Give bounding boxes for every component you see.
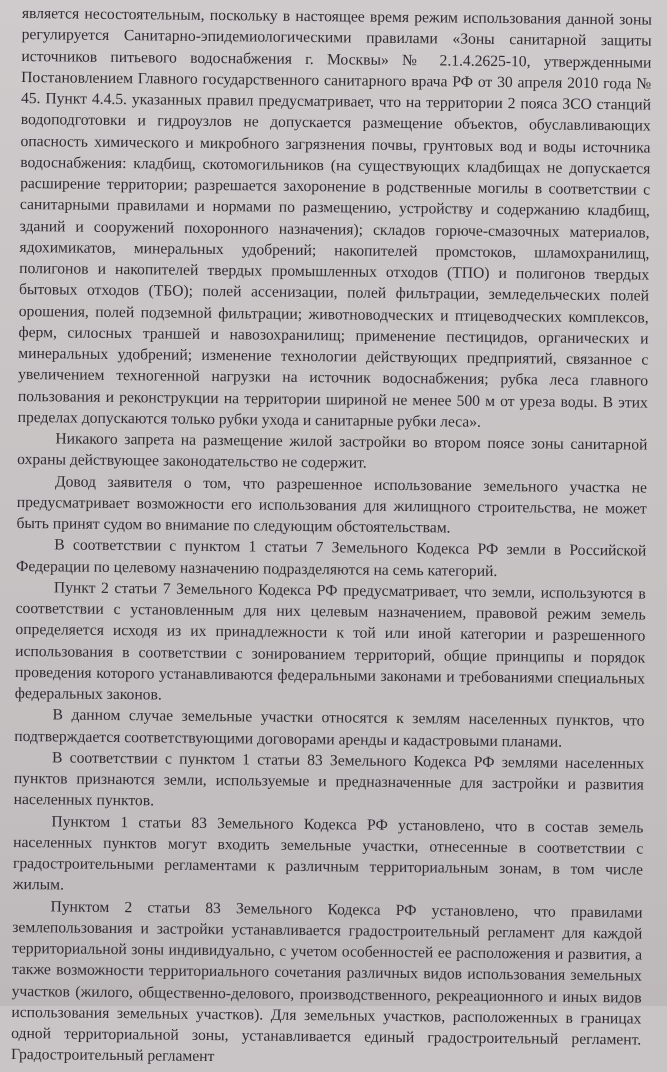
paragraph-no-prohibition: Никакого запрета на размещение жилой застройки во втором поясе зоны санитарной охраны действующее законодательство не содержит. (17, 430, 648, 472)
paragraph-article83-p1-zones: Пунктом 1 статьи 83 Земельного Кодекса РФ установлено, что в состав земель населенных пунктов могут входить земельные участки, отнесенные в соответствии с градостроительными регламентами к различным территориальным зонам, в том числе жилым. (12, 812, 644, 894)
paragraph-article7-p1: В соответствии с пунктом 1 статьи 7 Земельного Кодекса РФ земли в Российской Федерации по целевому назначению подразделяются на семь категорий. (16, 536, 647, 580)
paragraph-article83-p1-definition: В соответствии с пунктом 1 статьи 83 Земельного Кодекса РФ землями населенных пунктов признаются земли, используемые и предназначенные для застройки и развития населенных пунктов. (13, 749, 645, 810)
paragraph-article7-p2: Пункт 2 статьи 7 Земельного Кодекса РФ предусматривает, что земли, используются в соответствии с установленным для них целевым назначением, правовой режим земель определяется исходя из их принадлежности к той или иной категории и разрешенного использования в соответствии с зонированием территорий, общие принципы и порядок проведения которого устанавливаются федеральными законами и требованиями специальных федеральных законов. (14, 579, 646, 704)
document-body (11, 3, 652, 1072)
paragraph-continuation: является несостоятельным, поскольку в настоящее время режим использования данной зоны регулируется Санитарно-эпидемиологическими правилами «Зоны санитарной защиты источников питьевого водоснабжения г. Москвы» № 2.1.4.2625-10, утвержденными Постановлением Главного государственного санитарного врача РФ от 30 апреля 2010 года № 45. Пункт 4.4.5. указанных правил предусматривает, что на территории 2 пояса ЗСО станций водоподготовки и гидроузлов не допускается размещение объектов, обуславливающих опасность химического и микробного загрязнения почвы, грунтовых вод и воды источника водоснабжения: кладбищ, скотомогильников (на существующих кладбищах не допускается расширение территории; разрешается захоронение в родственные могилы в соответствии с санитарными правилами и нормами по размещению, устройству и содержанию кладбищ, зданий и сооружений похоронного назначения); складов горюче-смазочных материалов, ядохимикатов, минеральных удобрений; накопителей промстоков, шламохранилищ, полигонов и накопителей твердых промышленных отходов (ТПО) и полигонов твердых бытовых отходов (ТБО); полей ассенизации, полей фильтрации, земледельческих полей орошения, полей подземной фильтрации; животноводческих и птицеводческих комплексов, ферм, силосных траншей и навозохранилищ; применение пестицидов, органических и минеральных удобрений; изменение технологии действующих предприятий, связанное с увеличением техногенной нагрузки на источник водоснабжения; рубка леса главного пользования и реконструкции на территории шириной не менее 500 м от уреза воды. В этих пределах допускаются только рубки ухода и санитарные рубки леса». (17, 4, 652, 431)
paragraph-applicant-argument: Довод заявителя о том, что разрешенное использование земельного участка не предусматривает возможности его использования для жилищного строительства, не может быть принят судом во внимание по следующим обстоятельствам. (16, 472, 648, 537)
paragraph-settlement-lands: В данном случае земельные участки относятся к землям населенных пунктов, что подтверждается соответствующими договорами аренды и кадастровыми планами. (14, 706, 645, 751)
paragraph-article83-p2: Пунктом 2 статьи 83 Земельного Кодекса РФ установлено, что правилами землепользования и застройки устанавливается градостроительный регламент для каждой территориальной зоны индивидуально, с учетом особенностей ее расположения и развития, а также возможности территориального сочетания различных видов использования земельных участков (жилого, общественно-делового, производственного, рекреационного и иных видов использования земельных участков). Для земельных участков, расположенных в границах одной территориальной зоны, устанавливается единый градостроительный регламент. Градостроительный регламент (10, 897, 643, 1066)
